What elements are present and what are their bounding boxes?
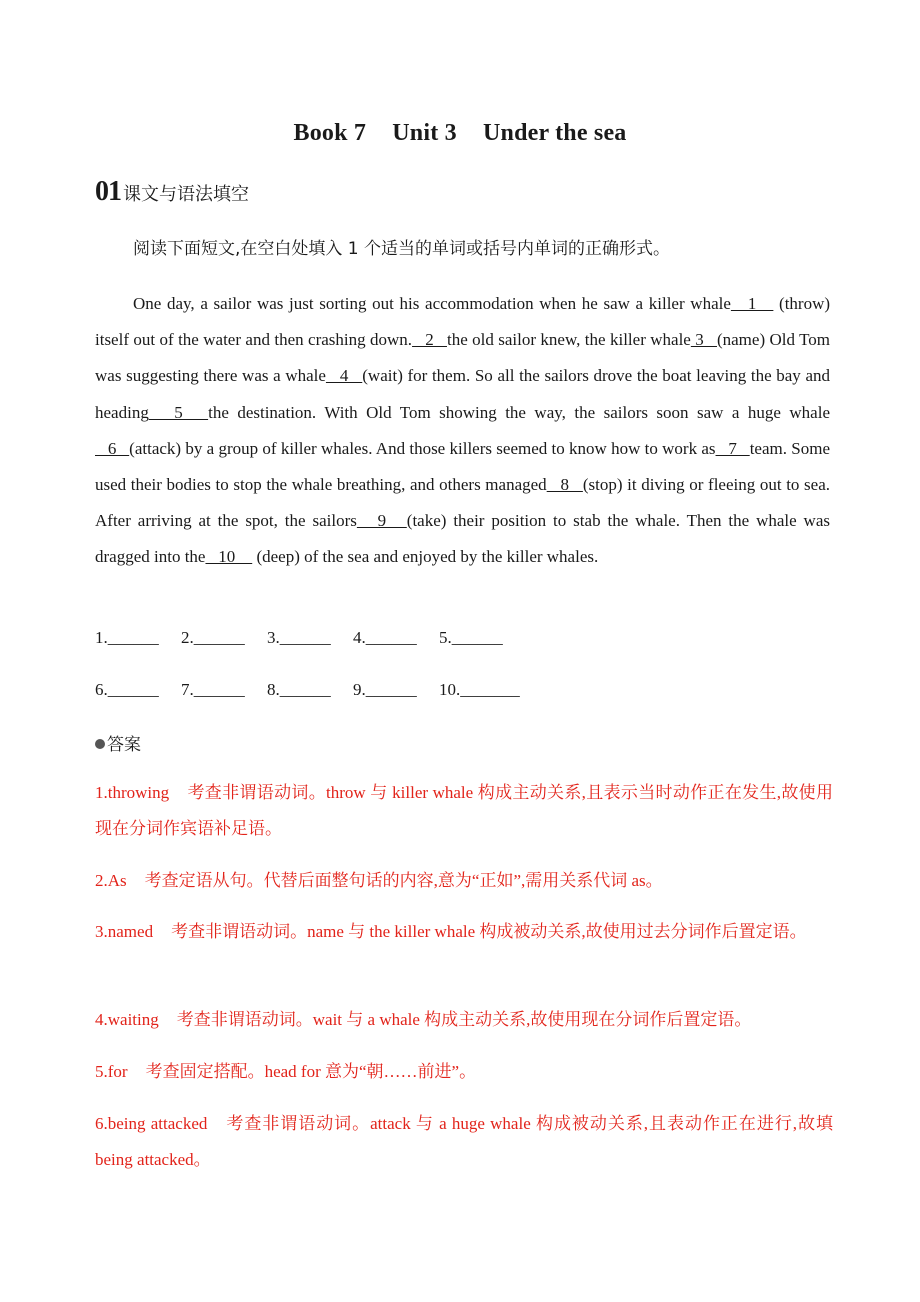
explanation-text: 考查非谓语动词。name 与 the killer whale 构成被动关系,故使用过去分词作后置定语。: [171, 922, 807, 941]
passage-text: (throw) itself out of the water and then crashing down.: [95, 294, 831, 350]
answer-line: 9.______: [353, 680, 417, 699]
explanation-text: 考查非谓语动词。attack 与 a huge whale 构成被动关系,且表动作正在进行,故填 being attacked。: [95, 1114, 833, 1169]
explanation-key: 3.named: [95, 922, 154, 941]
answer-heading-label: 答案: [107, 735, 141, 755]
blank-2: 2: [412, 330, 447, 350]
answer-line: 1.______: [95, 628, 159, 647]
bullet-icon: [95, 739, 105, 749]
passage-text: (take) their position to stab the whale. Then the whale was dragged into the: [95, 511, 830, 567]
section-label: 课文与语法填空: [123, 184, 249, 205]
answer-lines-row-2: [95, 680, 538, 700]
passage-text: team. Some used their bodies to stop the whale breathing, and others managed: [95, 438, 830, 495]
passage-text: (deep) of the sea and enjoyed by the killer whales.: [252, 547, 599, 567]
title-topic: Under the sea: [483, 120, 627, 146]
answer-line: 7.______: [181, 680, 245, 699]
explanation-key: 2.As: [95, 871, 127, 890]
blank-5: 5: [148, 402, 209, 422]
blank-4: 4: [325, 366, 363, 386]
explanation-item: [95, 863, 833, 899]
explanation-key: 5.for: [95, 1062, 128, 1081]
answer-line: 5.______: [439, 628, 503, 647]
passage-text: the destination. With Old Tom showing the way, the sailors soon saw a huge whale: [208, 402, 831, 422]
title-book: Book 7: [293, 120, 367, 146]
answer-line: 3.______: [267, 628, 331, 647]
answer-line: 8.______: [267, 680, 331, 699]
passage-text: (name) Old Tom was suggesting there was a whale: [95, 330, 831, 386]
blank-6: 6: [95, 438, 130, 458]
blank-7: 7: [715, 438, 750, 458]
explanation-text: 考查固定搭配。head for 意为“朝……前进”。: [145, 1062, 477, 1081]
explanation-item: [95, 914, 833, 950]
passage-text: the old sailor knew, the killer whale: [446, 330, 691, 350]
passage-text: (wait) for them. So all the sailors drove the boat leaving the bay and heading: [95, 366, 830, 422]
passage-text: (attack) by a group of killer whales. And those killers seemed to know how to work as: [129, 438, 716, 458]
blank-8: 8: [546, 475, 583, 495]
answer-lines-row-1: [95, 628, 521, 648]
explanation-item: [95, 1054, 833, 1090]
section-number: 01: [95, 176, 121, 207]
answer-line: 10._______: [439, 680, 520, 699]
passage-text: One day, a sailor was just sorting out his accommodation when he saw a killer whale: [133, 294, 731, 313]
explanation-key: 1.throwing: [95, 783, 170, 802]
explanation-text: 考查定语从句。代替后面整句话的内容,意为“正如”,需用关系代词 as。: [144, 871, 663, 890]
explanation-item: [95, 775, 833, 847]
cloze-passage: [95, 286, 830, 576]
explanation-text: 考查非谓语动词。throw 与 killer whale 构成主动关系,且表示当时动作正在发生,故使用现在分词作宾语补足语。: [95, 783, 833, 838]
blank-9: 9: [356, 511, 407, 531]
section-heading: [95, 176, 249, 208]
explanation-text: 考查非谓语动词。wait 与 a whale 构成主动关系,故使用现在分词作后置定语。: [176, 1010, 752, 1029]
explanation-item: [95, 1002, 833, 1038]
page-title: [0, 120, 920, 147]
blank-1: 1: [730, 294, 774, 313]
title-unit: Unit 3: [392, 120, 457, 146]
answer-heading: [95, 730, 141, 755]
answer-line: 2.______: [181, 628, 245, 647]
explanation-key: 6.being attacked: [95, 1114, 208, 1133]
answer-line: 6.______: [95, 680, 159, 699]
explanation-item: [95, 1106, 833, 1178]
answer-line: 4.______: [353, 628, 417, 647]
blank-10: 10: [205, 547, 253, 567]
blank-3: 3: [690, 330, 717, 350]
passage-text: (stop) it diving or fleeing out to sea. After arriving at the spot, the sailors: [95, 475, 830, 531]
instruction-text: 阅读下面短文,在空白处填入 1 个适当的单词或括号内单词的正确形式。: [133, 239, 671, 259]
explanation-key: 4.waiting: [95, 1010, 159, 1029]
